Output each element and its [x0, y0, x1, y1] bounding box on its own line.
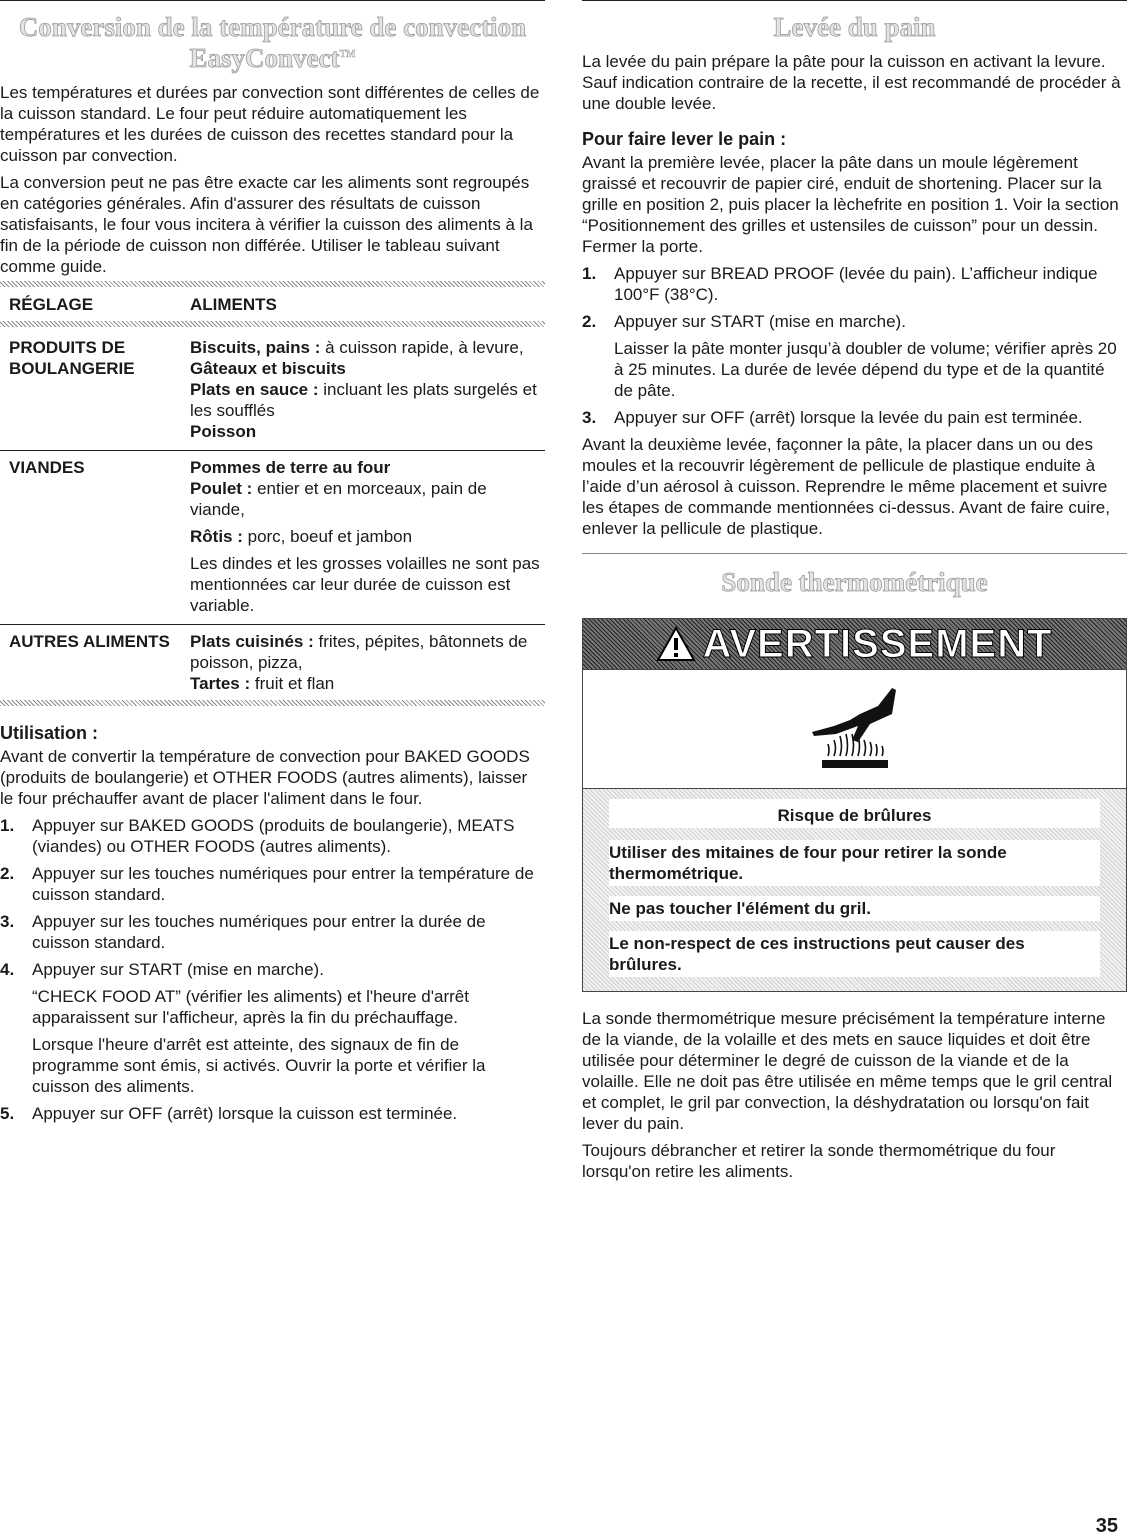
trademark: TM	[339, 49, 356, 60]
step-detail: Laisser la pâte monter jusqu’à doubler de volume; vérifier après 20 à 25 minutes. La durée de levée dépend du type et de la quantité de pâte.	[614, 339, 1117, 400]
food-label: Biscuits, pains :	[190, 338, 321, 357]
row-foods	[190, 625, 545, 700]
bread-proof-steps	[582, 263, 1127, 428]
food-label: Poulet :	[190, 479, 253, 498]
bread-proof-intro: La levée du pain prépare la pâte pour la cuisson en activant la levure. Sauf indication contraire de la recette, il est recommandé de procéder à une double levée.	[582, 52, 1121, 113]
step-number: 5.	[0, 1104, 15, 1123]
step-text: Appuyer sur START (mise en marche).	[614, 312, 906, 331]
usage-intro: Avant de convertir la température de convection pour BAKED GOODS (produits de boulangerie) et OTHER FOODS (autres aliments), laisser le four préchauffer avant de placer l'aliment dans le four.	[0, 747, 530, 808]
row-foods	[190, 451, 545, 625]
usage-steps	[0, 815, 545, 1124]
food-text: incluant les plats surgelés et les soufflés	[190, 380, 537, 420]
step-text: Appuyer sur BREAD PROOF (levée du pain). L’afficheur indique 100°F (38°C).	[614, 264, 1098, 304]
warning-body	[583, 789, 1126, 991]
food-text: frites, pépites, bâtonnets de poisson, pizza,	[190, 632, 528, 672]
step-number: 3.	[0, 912, 15, 931]
food-text: fruit et flan	[250, 674, 335, 693]
step-text: Appuyer sur BAKED GOODS (produits de boulangerie), MEATS (viandes) ou OTHER FOODS (autres aliments).	[32, 816, 515, 856]
warning-text-panel	[609, 896, 1100, 921]
usage-heading: Utilisation :	[0, 723, 98, 743]
row-setting	[0, 327, 190, 451]
right-column	[582, 0, 1127, 1182]
food-label: Pommes de terre au four	[190, 458, 391, 477]
table-bottom-rule	[0, 700, 545, 706]
step-text: Appuyer sur les touches numériques pour entrer la température de cuisson standard.	[32, 864, 534, 904]
step-text: Appuyer sur OFF (arrêt) lorsque la cuisson est terminée.	[32, 1104, 458, 1123]
section-divider	[582, 553, 1127, 554]
warning-text-panel	[609, 840, 1100, 886]
list-item	[582, 407, 1127, 428]
section-title-bread-proof: Levée du pain	[773, 12, 936, 42]
conversion-table	[0, 287, 545, 700]
row-foods	[190, 327, 545, 451]
second-proof-paragraph: Avant la deuxième levée, façonner la pâte, la placer dans un ou des moules et la recouvrir légèrement de pellicule de plastique enduite à l’aide d’un aérosol à cuisson. Reprendre le même placement et suivre les étapes de commande mentionnées ci-dessus. Avant de faire cuire, enlever la pellicule de plastique.	[582, 435, 1110, 538]
food-label: Rôtis :	[190, 527, 243, 546]
list-item	[0, 911, 545, 953]
list-item	[0, 959, 545, 1097]
warning-title: AVERTISSEMENT	[702, 621, 1053, 666]
warning-icon-panel	[583, 669, 1126, 789]
warning-triangle-icon	[656, 626, 696, 662]
intro-paragraph-1: Les températures et durées par convection sont différentes de celles de la cuisson standard. Le four peut réduire automatiquement les températures et les durées de cuisson des recettes standard pour la cuisson par convection.	[0, 83, 540, 165]
row-setting	[0, 625, 190, 700]
step-number: 2.	[582, 312, 597, 331]
list-item	[0, 1103, 545, 1124]
intro-paragraph-2: La conversion peut ne pas être exacte car les aliments sont regroupés en catégories générales. Afin d'assurer des résultats de cuisson satisfaisants, le four vous incitera à vérifier la cuisson des aliments à la fin de la période de cuisson non différée. Utiliser le tableau suivant comme guide.	[0, 173, 533, 276]
step-number: 2.	[0, 864, 15, 883]
warning-risk: Risque de brûlures	[777, 806, 932, 825]
step-number: 4.	[0, 960, 15, 979]
table-header-row	[0, 287, 545, 321]
step-text: Appuyer sur OFF (arrêt) lorsque la levée du pain est terminée.	[614, 408, 1083, 427]
food-label: Plats en sauce :	[190, 380, 319, 399]
row-setting: VIANDES	[9, 458, 85, 477]
page-number: 35	[1095, 1515, 1118, 1537]
step-text: Appuyer sur START (mise en marche).	[32, 960, 324, 979]
food-text: entier et en morceaux, pain de viande,	[190, 479, 487, 519]
row-setting-text: PRODUITS DE BOULANGERIE	[9, 338, 135, 378]
warning-line: Le non-respect de ces instructions peut causer des brûlures.	[609, 934, 1025, 974]
list-item	[582, 263, 1127, 305]
food-text: porc, boeuf et jambon	[242, 527, 413, 546]
row-setting-text: AUTRES ALIMENTS	[9, 632, 170, 651]
food-text: à cuisson rapide, à levure,	[320, 338, 524, 357]
warning-line: Ne pas toucher l'élément du gril.	[609, 899, 871, 918]
probe-paragraph-2: Toujours débrancher et retirer la sonde thermométrique du four lorsqu'on retire les aliments.	[582, 1141, 1056, 1181]
section-title-convection	[0, 13, 545, 72]
step-number: 1.	[582, 264, 597, 283]
bread-proof-paragraph: Avant la première levée, placer la pâte dans un moule légèrement graissé et recouvrir de papier ciré, enduit de shortening. Placer sur la grille en position 2, puis placer la lèchefrite en position 1. Voir la section “Positionnement des grilles et ustensiles de cuisson” pour un dessin. Fermer la porte.	[582, 153, 1119, 256]
hot-surface-icon	[800, 684, 910, 774]
step-number: 1.	[0, 816, 15, 835]
list-item	[0, 863, 545, 905]
warning-box	[582, 618, 1127, 992]
title-line-2: EasyConvect	[189, 43, 340, 73]
step-number: 3.	[582, 408, 597, 427]
food-note: Les dindes et les grosses volailles ne sont pas mentionnées car leur durée de cuisson est variable.	[190, 554, 540, 615]
warning-text-panel	[609, 799, 1100, 828]
table-row	[0, 625, 545, 700]
header-setting: RÉGLAGE	[9, 295, 94, 314]
table-row	[0, 327, 545, 451]
food-label: Tartes :	[190, 674, 251, 693]
step-detail: “CHECK FOOD AT” (vérifier les aliments) et l'heure d'arrêt apparaissent sur l'afficheur, après la fin du préchauffage.	[32, 987, 469, 1027]
left-column	[0, 0, 545, 1130]
title-line-1: Conversion de la température de convection	[18, 12, 527, 42]
food-label: Poisson	[190, 422, 257, 441]
list-item	[582, 311, 1127, 401]
bread-proof-heading: Pour faire lever le pain :	[582, 129, 787, 149]
section-title-probe: Sonde thermométrique	[721, 567, 988, 597]
warning-header	[583, 619, 1126, 669]
header-foods: ALIMENTS	[190, 295, 277, 314]
food-label: Gâteaux et biscuits	[190, 359, 346, 378]
list-item	[0, 815, 545, 857]
probe-paragraph-1: La sonde thermométrique mesure précisément la température interne de la viande, de la volaille et des mets en sauce liquides et doit être utilisée pour déterminer le degré de cuisson de la viande et de la volaille. Elle ne doit pas être utilisée en même temps que le gril central et complet, le gril par convection, la déshydratation ou lorsqu'on fait lever du pain.	[582, 1009, 1113, 1133]
warning-line: Utiliser des mitaines de four pour retirer la sonde thermométrique.	[609, 843, 1007, 883]
food-label: Plats cuisinés :	[190, 632, 314, 651]
table-row	[0, 451, 545, 625]
warning-text-panel	[609, 931, 1100, 977]
step-detail: Lorsque l'heure d'arrêt est atteinte, des signaux de fin de programme sont émis, si activés. Ouvrir la porte et vérifier la cuisson des aliments.	[32, 1035, 486, 1096]
step-text: Appuyer sur les touches numériques pour entrer la durée de cuisson standard.	[32, 912, 486, 952]
